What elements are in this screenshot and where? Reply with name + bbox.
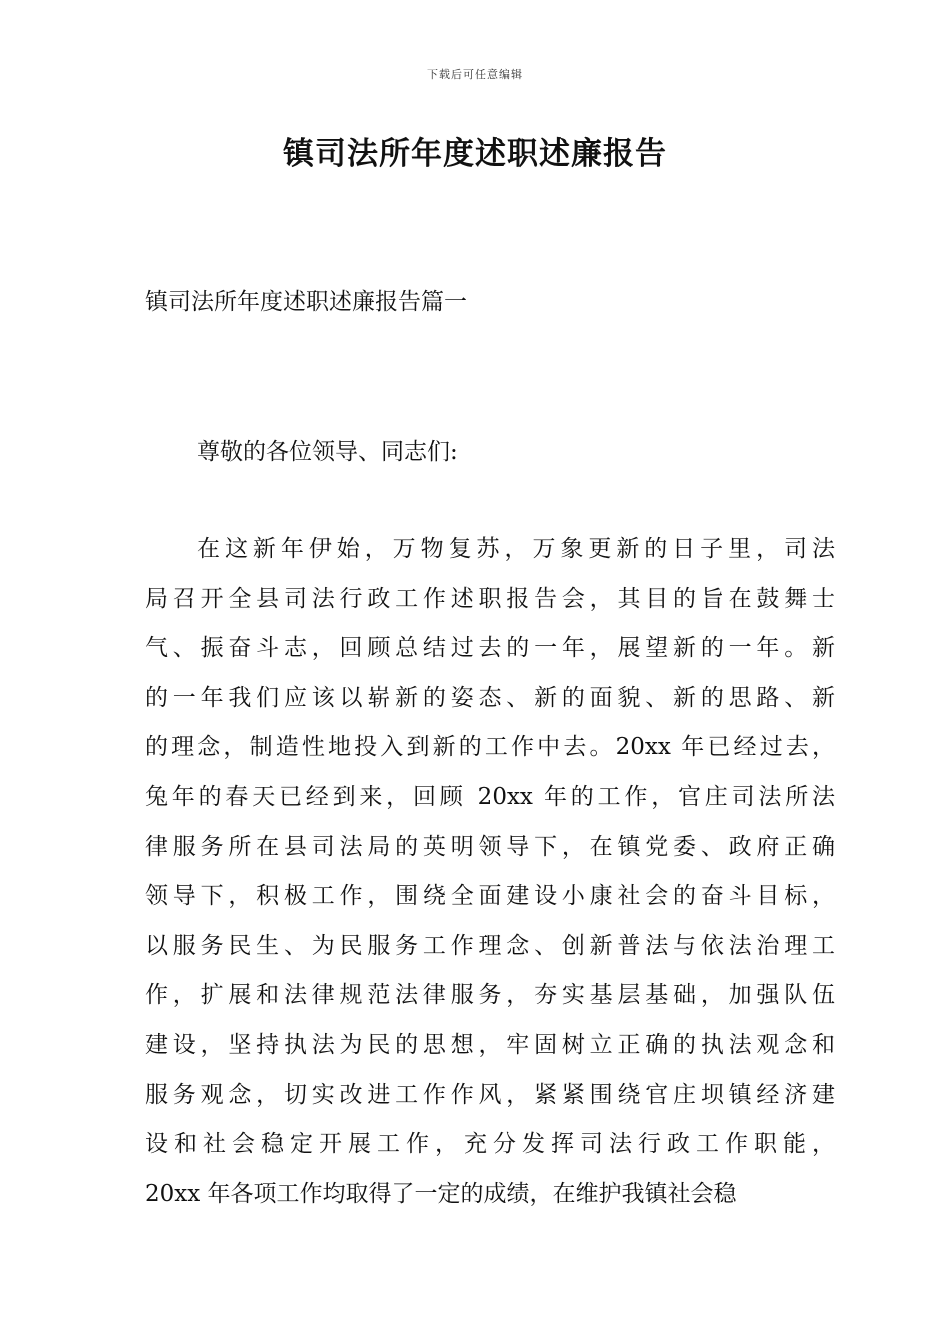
paragraph-line: 律服务所在县司法局的英明领导下，在镇党委、政府正确 <box>145 833 835 860</box>
paragraph-line: 领导下，积极工作，围绕全面建设小康社会的奋斗目标， <box>145 883 835 910</box>
greeting-line: 尊敬的各位领导、同志们: <box>197 439 458 465</box>
paragraph-line: 的理念，制造性地投入到新的工作中去。20xx 年已经过去， <box>145 734 835 761</box>
paragraph-line: 建设，坚持执法为民的思想，牢固树立正确的执法观念和 <box>145 1031 835 1058</box>
document-title: 镇司法所年度述职述廉报告 <box>283 136 667 172</box>
page-header-note: 下载后可任意编辑 <box>427 68 523 81</box>
paragraph-line: 20xx 年各项工作均取得了一定的成绩，在维护我镇社会稳 <box>145 1180 737 1207</box>
paragraph-line: 以服务民生、为民服务工作理念、创新普法与依法治理工 <box>145 932 835 959</box>
paragraph-line: 作，扩展和法律规范法律服务，夯实基层基础，加强队伍 <box>145 982 835 1009</box>
paragraph-line: 气、振奋斗志，回顾总结过去的一年，展望新的一年。新 <box>145 635 835 662</box>
paragraph-line: 的一年我们应该以崭新的姿态、新的面貌、新的思路、新 <box>145 684 835 711</box>
paragraph-line: 设和社会稳定开展工作，充分发挥司法行政工作职能， <box>145 1131 835 1158</box>
body-paragraph <box>145 531 835 1225</box>
paragraph-line: 在这新年伊始，万物复苏，万象更新的日子里，司法 <box>197 536 835 562</box>
paragraph-line: 局召开全县司法行政工作述职报告会，其目的旨在鼓舞士 <box>145 585 835 612</box>
document-subtitle: 镇司法所年度述职述廉报告篇一 <box>145 289 467 315</box>
paragraph-line: 兔年的春天已经到来，回顾 20xx 年的工作，官庄司法所法 <box>145 783 835 810</box>
paragraph-line: 服务观念，切实改进工作作风，紧紧围绕官庄坝镇经济建 <box>145 1081 835 1108</box>
